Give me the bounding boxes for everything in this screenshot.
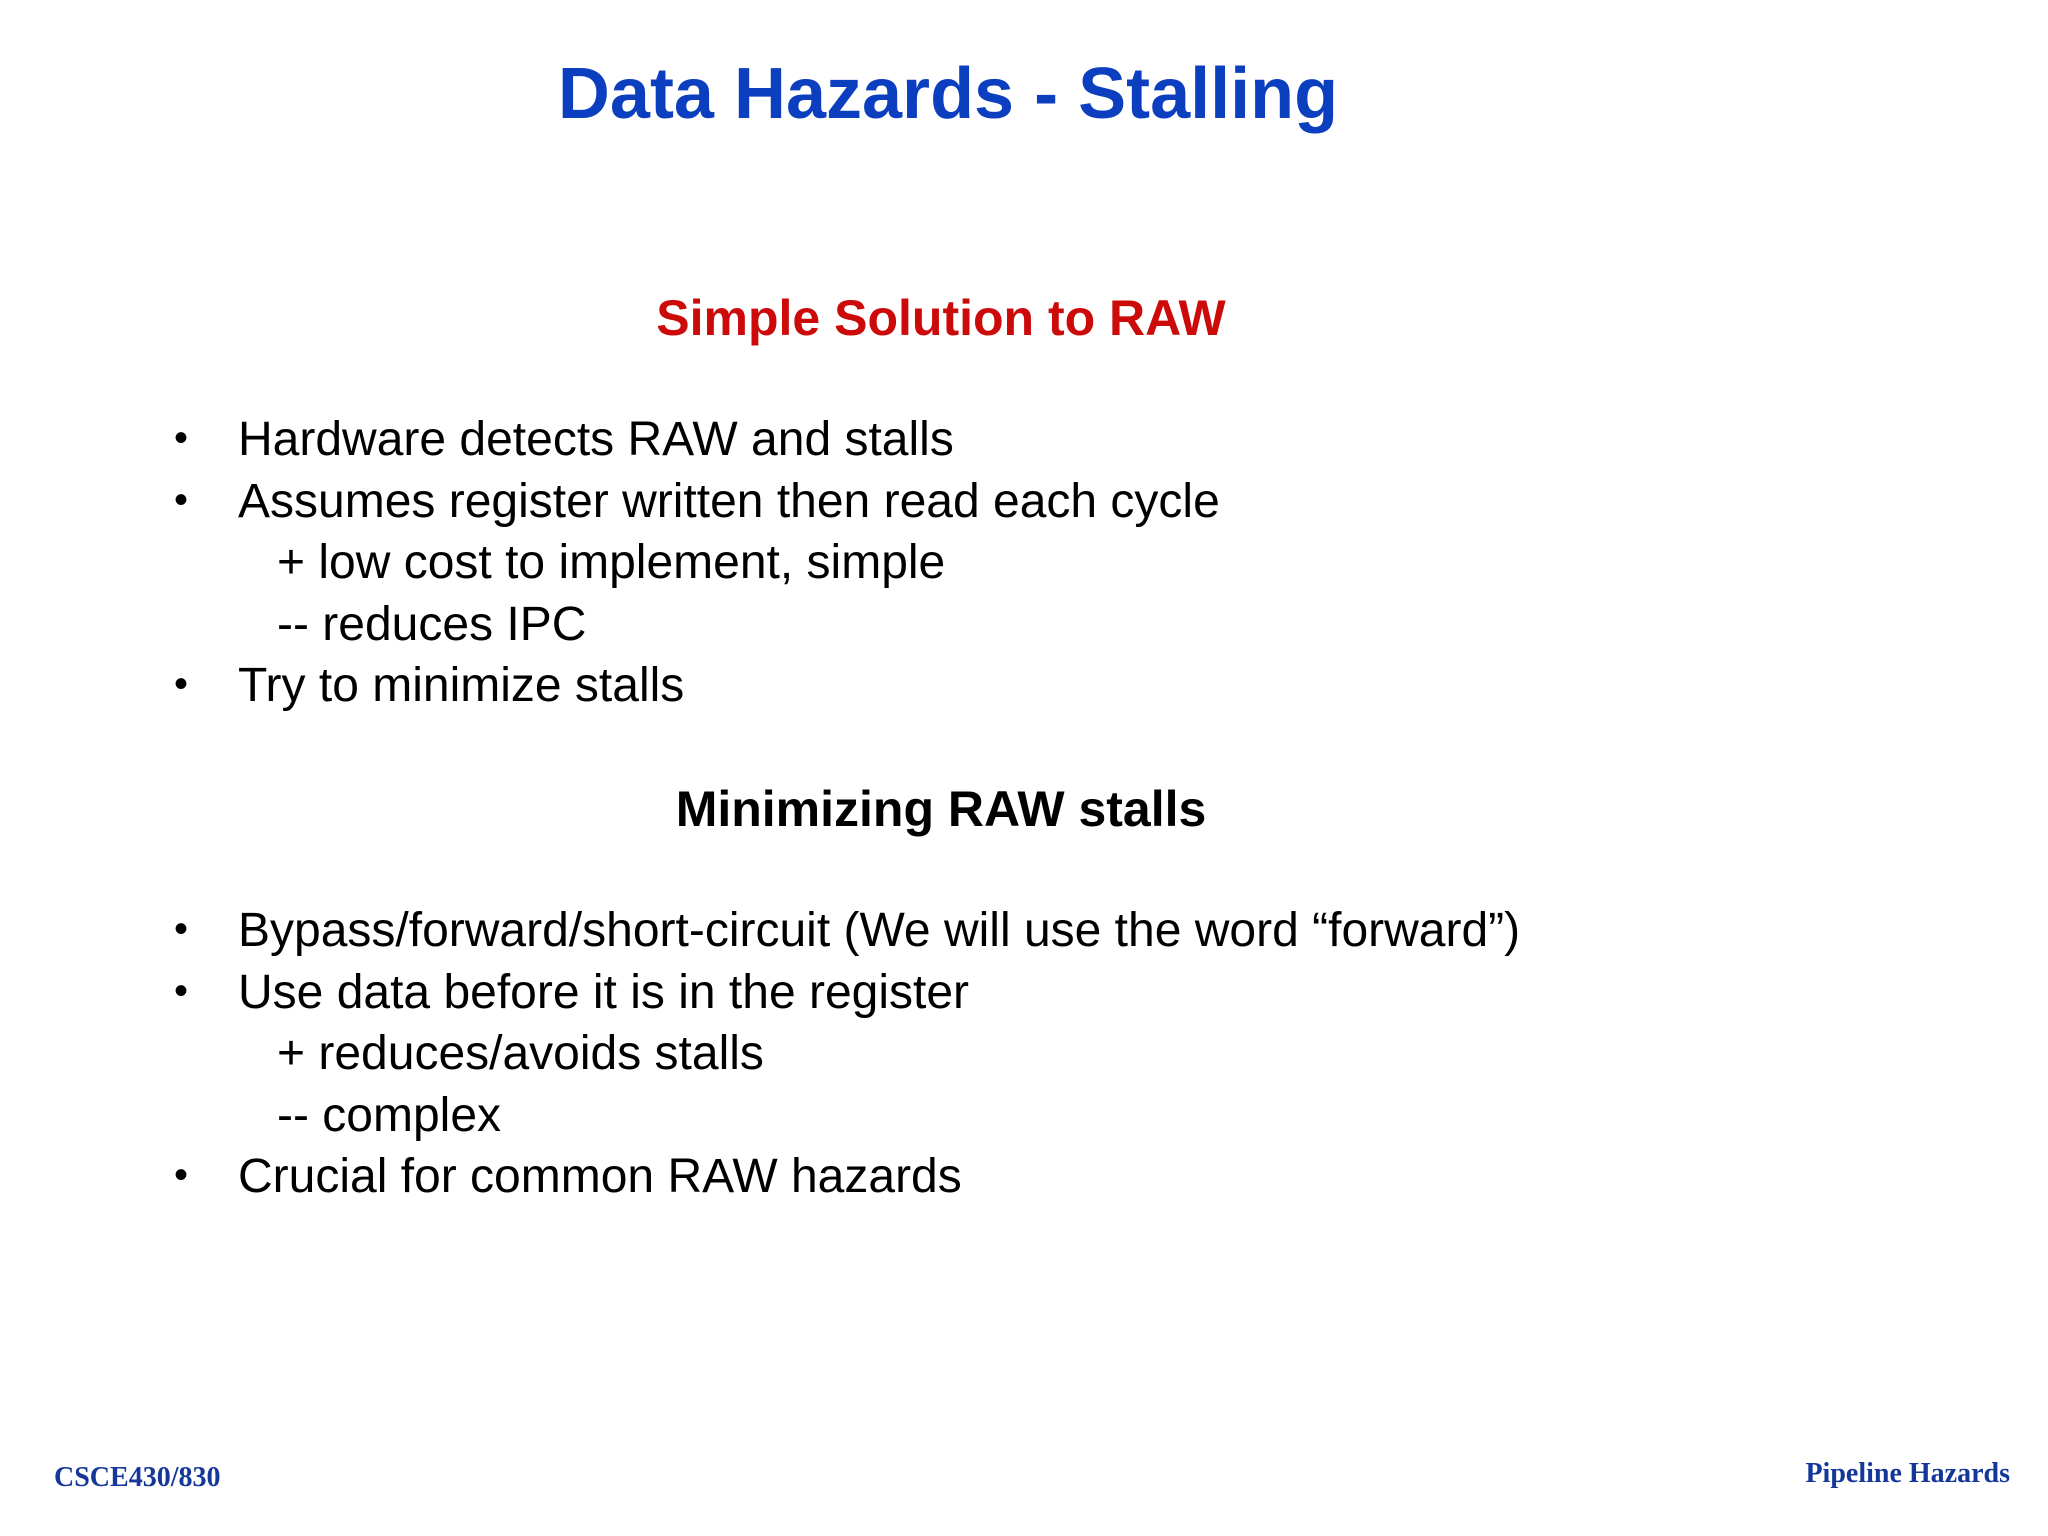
bullet-marker: • [174,968,189,1013]
bullet-item [0,1146,2048,1208]
section-heading-minimizing-stalls: Minimizing RAW stalls [675,781,1207,837]
bullet-text: Hardware detects RAW and stalls [238,413,954,466]
bullet-text: Bypass/forward/short-circuit (We will use the word “forward”) [238,904,1521,957]
bullet-item [0,409,2048,471]
sub-item-text: -- reduces IPC [277,597,587,651]
bullet-list-simple-solution [0,409,2048,717]
bullet-text: Crucial for common RAW hazards [238,1150,962,1203]
footer-topic: Pipeline Hazards [1805,1458,2010,1489]
bullet-marker: • [174,907,189,951]
bullet-item [0,655,2048,717]
sub-item [0,1023,2048,1085]
bullet-text: Try to minimize stalls [238,659,685,712]
bullet-marker: • [174,662,189,706]
bullet-marker: • [174,477,189,522]
sub-item-text: -- complex [277,1088,502,1142]
bullet-text: Assumes register written then read each cycle [238,474,1220,528]
sub-item [0,1085,2048,1147]
bullet-marker: • [174,416,189,460]
bullet-list-minimizing-stalls [0,900,2048,1208]
sub-item-text: + reduces/avoids stalls [277,1027,764,1080]
bullet-item [0,900,2048,962]
bullet-item [0,471,2048,533]
bullet-text: Use data before it is in the register [238,965,970,1019]
sub-item [0,532,2048,594]
section-heading-simple-solution: Simple Solution to RAW [656,290,1226,346]
bullet-item [0,962,2048,1024]
footer-course-code: CSCE430/830 [54,1462,221,1493]
bullet-marker: • [174,1153,189,1197]
sub-item [0,594,2048,656]
slide-title: Data Hazards - Stalling [557,54,1339,134]
sub-item-text: + low cost to implement, simple [277,536,946,589]
